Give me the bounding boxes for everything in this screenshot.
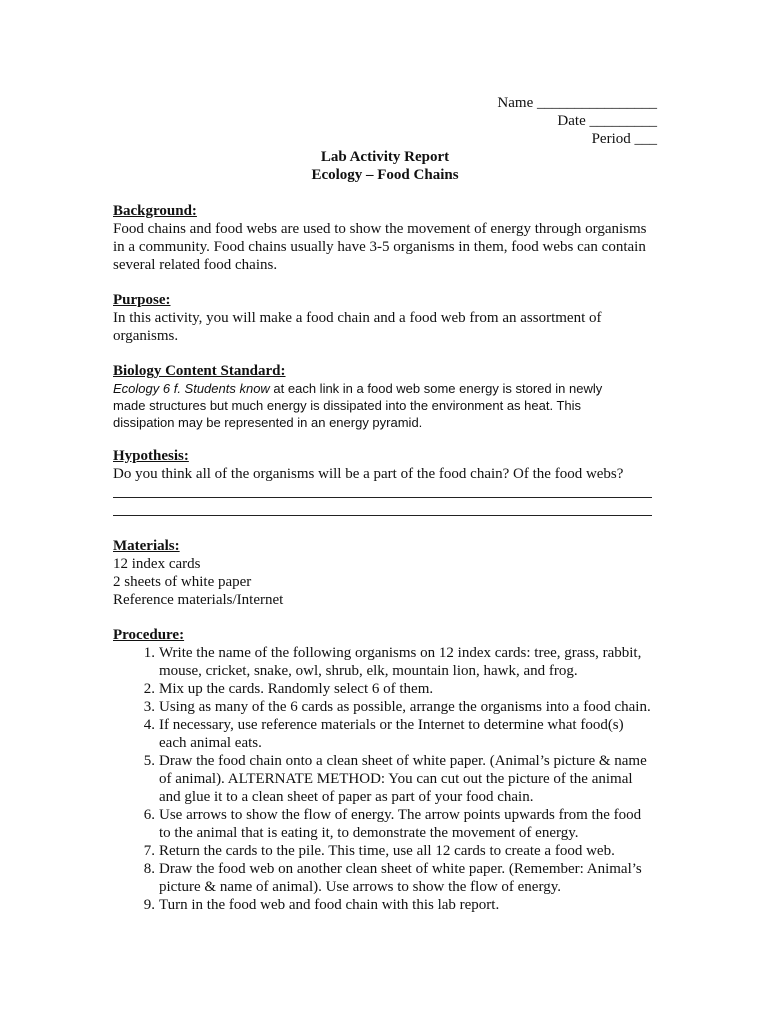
name-field: Name ________________ bbox=[497, 95, 657, 111]
procedure-step: 3. Using as many of the 6 cards as possible, arrange the organisms into a food chain. bbox=[143, 699, 651, 715]
procedure-step: 6. Use arrows to show the flow of energy. The arrow points upwards from the food to the animal that is eating it, to demonstrate the movement of energy. bbox=[143, 807, 642, 841]
procedure-step: 1. Write the name of the following organisms on 12 index cards: tree, grass, rabbit, mouse, cricket, snake, owl, shrub, elk, mountain lion, hawk, and frog. bbox=[143, 645, 642, 679]
answer-line bbox=[113, 515, 652, 516]
materials-heading: Materials: bbox=[113, 538, 180, 554]
materials-item: Reference materials/Internet bbox=[113, 592, 284, 608]
standard-line-3: dissipation may be represented in an energy pyramid. bbox=[113, 415, 423, 430]
procedure-step: 5. Draw the food chain onto a clean sheet of white paper. (Animal’s picture & name of animal). ALTERNATE METHOD: You can cut out the picture of the animal and glue it to a clean sheet of paper as part of your food chain. bbox=[143, 753, 647, 805]
procedure-heading: Procedure: bbox=[113, 627, 185, 643]
standard-line-1 bbox=[113, 380, 602, 397]
background-heading: Background: bbox=[113, 203, 197, 219]
standard-heading: Biology Content Standard: bbox=[113, 363, 286, 379]
period-field: Period ___ bbox=[591, 131, 657, 147]
procedure-step: 9. Turn in the food web and food chain with this lab report. bbox=[143, 897, 500, 913]
procedure-list bbox=[113, 644, 673, 914]
purpose-heading: Purpose: bbox=[113, 292, 171, 308]
background-line: Food chains and food webs are used to show the movement of energy through organisms bbox=[113, 221, 647, 237]
background-line: several related food chains. bbox=[113, 257, 278, 273]
title-line-2: Ecology – Food Chains bbox=[311, 167, 459, 183]
answer-line bbox=[113, 497, 652, 498]
procedure-step: 7. Return the cards to the pile. This time, use all 12 cards to create a food web. bbox=[143, 843, 615, 859]
background-line: in a community. Food chains usually have 3-5 organisms in them, food webs can contain bbox=[113, 239, 646, 255]
purpose-line: In this activity, you will make a food chain and a food web from an assortment of bbox=[113, 310, 602, 326]
procedure-step: 8. Draw the food web on another clean sheet of white paper. (Remember: Animal’s picture & name of animal). Use arrows to show the flow of energy. bbox=[143, 861, 642, 895]
materials-item: 2 sheets of white paper bbox=[113, 574, 252, 590]
purpose-line: organisms. bbox=[113, 328, 179, 344]
hypothesis-question: Do you think all of the organisms will be a part of the food chain? Of the food webs? bbox=[113, 466, 624, 482]
procedure-step: 4. If necessary, use reference materials or the Internet to determine what food(s) each animal eats. bbox=[143, 717, 624, 751]
materials-item: 12 index cards bbox=[113, 556, 201, 572]
title-line-1: Lab Activity Report bbox=[320, 149, 450, 165]
procedure-step: 2. Mix up the cards. Randomly select 6 of them. bbox=[143, 681, 434, 697]
hypothesis-heading: Hypothesis: bbox=[113, 448, 189, 464]
standard-line-1-rest: at each link in a food web some energy is stored in newly bbox=[269, 381, 603, 396]
standard-italic: Ecology 6 f. Students know bbox=[113, 381, 270, 396]
date-field: Date _________ bbox=[557, 113, 657, 129]
standard-line-2: made structures but much energy is dissipated into the environment as heat. This bbox=[113, 398, 582, 413]
